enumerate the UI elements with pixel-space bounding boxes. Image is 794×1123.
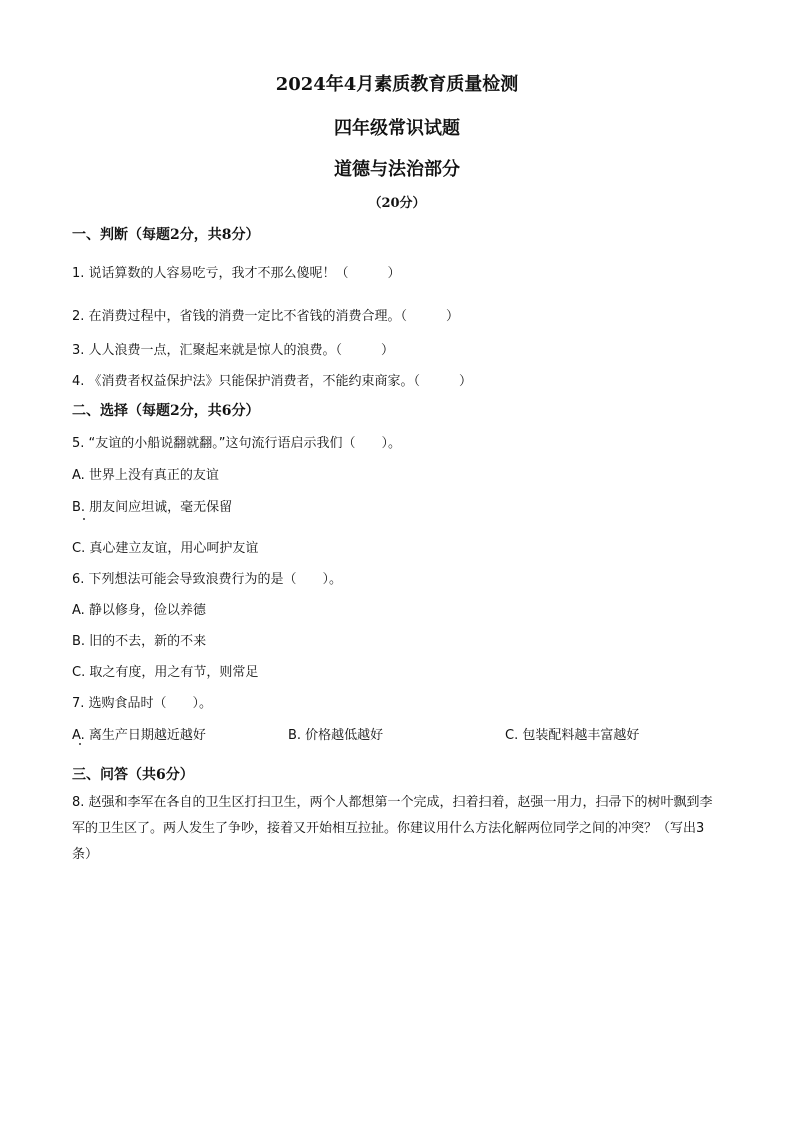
question-1: 1. 说话算数的人容易吃亏，我才不那么傻呢！（ ）: [72, 266, 401, 281]
section-heading-qa: 三、问答（共6分）: [72, 767, 194, 783]
option-6a: A. 静以修身，俭以养德: [72, 603, 206, 618]
section-heading-choice: 二、选择（每题2分，共6分）: [72, 403, 260, 419]
option-7b: B. 价格越低越好: [288, 728, 384, 743]
question-7: 7. 选购食品时（ ）。: [72, 696, 213, 711]
exam-title: 2024年4月素质教育质量检测: [275, 74, 519, 95]
total-score: （20分）: [368, 196, 426, 211]
section-subject-title: 道德与法治部分: [334, 159, 460, 180]
question-8: 8. 赵强和李军在各自的卫生区打扫卫生，两个人都想第一个完成，扫着扫着，赵强一用力，扫帚下的树叶飘到李军的卫生区了。两人发生了争吵，接着又开始相互拉扯。你建议用什么方法化解两位同学之间的冲突？（写出3条）: [72, 795, 713, 862]
option-5c: C. 真心建立友谊，用心呵护友谊: [72, 541, 259, 556]
option-7c: C. 包装配料越丰富越好: [505, 728, 640, 743]
question-5: 5. “友谊的小船说翻就翻。”这句流行语启示我们（ ）。: [72, 436, 402, 451]
question-6: 6. 下列想法可能会导致浪费行为的是（ ）。: [72, 572, 343, 587]
option-6c: C. 取之有度，用之有节，则常足: [72, 665, 259, 680]
option-5a: A. 世界上没有真正的友谊: [72, 468, 219, 483]
question-2: 2. 在消费过程中，省钱的消费一定比不省钱的消费合理。（ ）: [72, 309, 460, 324]
section-heading-judgement: 一、判断（每题2分，共8分）: [72, 227, 260, 243]
option-7a: A. 离生产日期越近越好: [72, 728, 206, 743]
exam-subtitle: 四年级常识试题: [334, 118, 460, 139]
stray-dot: [79, 743, 81, 745]
option-6b: B. 旧的不去，新的不来: [72, 634, 207, 649]
question-4: 4. 《消费者权益保护法》只能保护消费者，不能约束商家。（ ）: [72, 374, 473, 389]
option-5b: B. 朋友间应坦诚，毫无保留: [72, 500, 233, 515]
stray-dot: [83, 518, 85, 520]
question-3: 3. 人人浪费一点，汇聚起来就是惊人的浪费。（ ）: [72, 343, 395, 358]
